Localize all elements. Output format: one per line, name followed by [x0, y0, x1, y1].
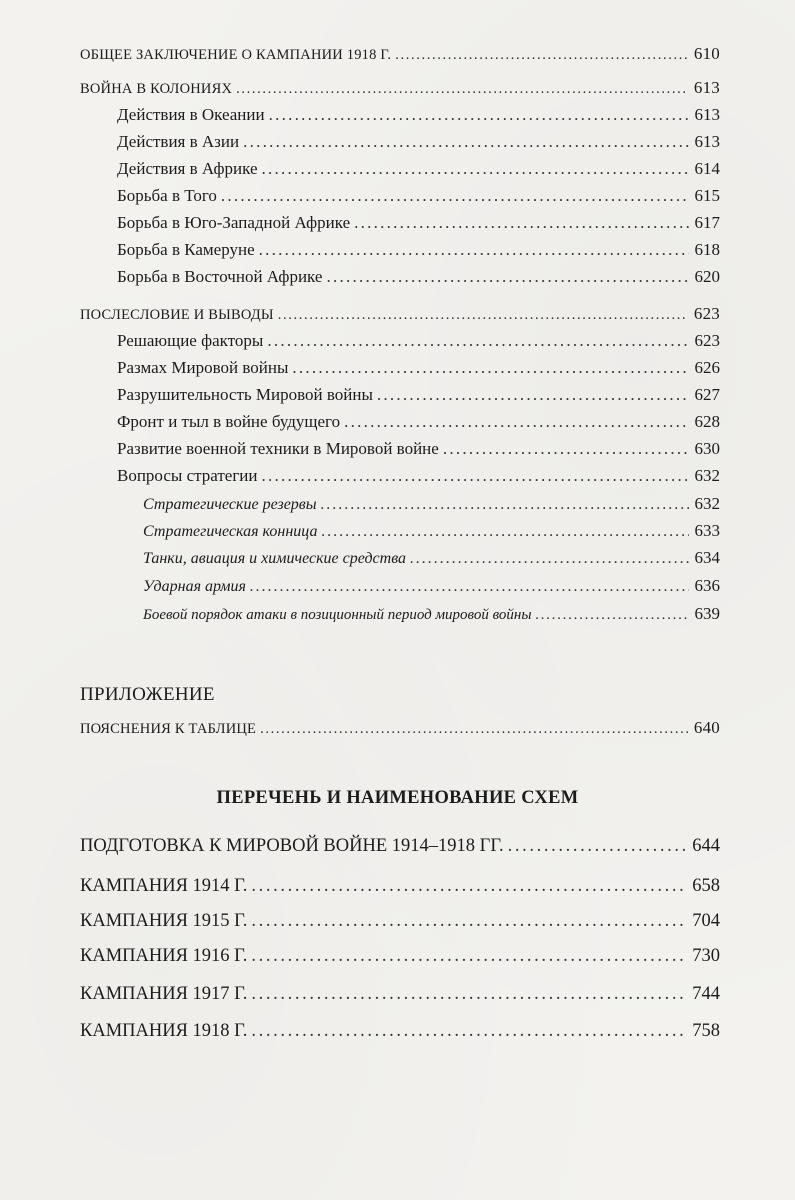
leader-dots: [250, 578, 689, 596]
toc-entry: [117, 331, 720, 351]
scheme-entry: [80, 911, 720, 932]
appendix-entry: [80, 718, 720, 738]
scheme-entry-title: КАМПАНИЯ 1914 Г.: [80, 876, 248, 896]
toc-entry-page: 610: [693, 44, 720, 63]
toc-entry: [117, 358, 720, 378]
toc-entry-page: 626: [694, 358, 720, 377]
toc-entry: [117, 186, 720, 206]
toc-entry-title: Боевой порядок атаки в позиционный период мировой войны: [143, 607, 532, 623]
scheme-entry-page: 644: [692, 836, 720, 856]
toc-entry-title: Борьба в Юго-Западной Африке: [117, 213, 351, 232]
scheme-entry-page: 704: [692, 911, 720, 931]
scheme-entry-page: 730: [692, 946, 720, 966]
leader-dots: [278, 307, 688, 324]
toc-entry-page: 632: [694, 494, 720, 513]
leader-dots: [377, 385, 689, 405]
leader-dots: [443, 439, 689, 459]
scheme-entry-title: КАМПАНИЯ 1915 Г.: [80, 911, 248, 931]
toc-entry-page: 623: [693, 304, 720, 323]
toc-entry-page: 623: [694, 331, 720, 350]
toc-entry-title: Танки, авиация и химические средства: [143, 550, 407, 567]
scheme-entry-title: ПОДГОТОВКА К МИРОВОЙ ВОЙНЕ 1914–1918 ГГ.: [80, 836, 504, 856]
toc-entry-page: 618: [694, 240, 720, 259]
scheme-entry-page: 658: [692, 876, 720, 896]
toc-entry-page: 617: [694, 213, 720, 232]
scheme-entry-page: 758: [692, 1021, 720, 1041]
leader-dots: [267, 331, 688, 351]
toc-entry: [80, 78, 720, 98]
toc-entry-title: Действия в Африке: [117, 159, 258, 178]
leader-dots: [292, 358, 688, 378]
scheme-entry: [80, 876, 720, 897]
scheme-entry: [80, 836, 720, 857]
toc-entry-page: 636: [694, 576, 720, 595]
toc-entry-page: 639: [694, 604, 720, 623]
toc-entry-title: Вопросы стратегии: [117, 466, 258, 485]
toc-entry: [80, 44, 720, 64]
toc-entry: [117, 385, 720, 405]
toc-entry: [117, 132, 720, 152]
toc-entry: [117, 213, 720, 233]
toc-entry-title: Действия в Азии: [117, 132, 240, 151]
toc-entry-page: 632: [694, 466, 720, 485]
appendix-heading: ПРИЛОЖЕНИЕ: [80, 684, 215, 705]
leader-dots: [251, 876, 686, 897]
leader-dots: [236, 81, 688, 98]
toc-entry: [117, 466, 720, 486]
scheme-entry-page: 744: [692, 984, 720, 1004]
toc-entry: [80, 304, 720, 324]
toc-entry: [143, 494, 720, 514]
toc-entry: [117, 439, 720, 459]
leader-dots: [243, 132, 688, 152]
toc-entry: [117, 267, 720, 287]
schemes-heading: ПЕРЕЧЕНЬ И НАИМЕНОВАНИЕ СХЕМ: [216, 788, 579, 808]
toc-entry-title: Разрушительность Мировой войны: [117, 385, 373, 404]
toc-entry-title: Борьба в Камеруне: [117, 240, 255, 259]
toc-entry-title: Решающие факторы: [117, 331, 264, 350]
leader-dots: [262, 159, 689, 179]
leader-dots: [321, 523, 688, 541]
leader-dots: [536, 607, 689, 624]
toc-entry: [117, 412, 720, 432]
leader-dots: [354, 213, 688, 233]
scheme-entry-title: КАМПАНИЯ 1916 Г.: [80, 946, 248, 966]
toc-entry-page: 628: [694, 412, 720, 431]
toc-entry: [143, 604, 720, 624]
toc-entry-title: Фронт и тыл в войне будущего: [117, 412, 341, 431]
leader-dots: [251, 984, 686, 1005]
toc-entry-page: 634: [694, 548, 720, 567]
toc-entry-page: 613: [694, 105, 720, 124]
leader-dots: [321, 496, 689, 514]
toc-entry: [117, 159, 720, 179]
leader-dots: [395, 47, 688, 64]
toc-entry-title: Действия в Океании: [117, 105, 265, 124]
toc-entry-page: 627: [694, 385, 720, 404]
toc-entry-title: ОБЩЕЕ ЗАКЛЮЧЕНИЕ О КАМПАНИИ 1918 Г.: [80, 47, 392, 63]
toc-entry-page: 620: [694, 267, 720, 286]
leader-dots: [260, 721, 688, 738]
toc-entry: [143, 576, 720, 596]
leader-dots: [508, 836, 687, 857]
scheme-entry: [80, 984, 720, 1005]
toc-entry-title: Развитие военной техники в Мировой войне: [117, 439, 439, 458]
toc-entry-page: 613: [694, 132, 720, 151]
scheme-entry: [80, 1021, 720, 1042]
leader-dots: [326, 267, 688, 287]
leader-dots: [251, 946, 686, 967]
toc-entry-page: 630: [694, 439, 720, 458]
toc-entry-page: 614: [694, 159, 720, 178]
toc-entry-page: 615: [694, 186, 720, 205]
toc-entry: [143, 521, 720, 541]
toc-entry-title: ВОЙНА В КОЛОНИЯХ: [80, 81, 233, 97]
toc-entry-title: Стратегические резервы: [143, 496, 317, 513]
toc-entry-title: ПОСЛЕСЛОВИЕ И ВЫВОДЫ: [80, 307, 274, 323]
leader-dots: [251, 1021, 686, 1042]
leader-dots: [251, 911, 686, 932]
toc-entry-title: Борьба в Того: [117, 186, 217, 205]
leader-dots: [259, 240, 689, 260]
leader-dots: [221, 186, 689, 206]
scheme-entry: [80, 946, 720, 967]
toc-entry: [117, 240, 720, 260]
toc-entry-page: 613: [693, 78, 720, 97]
scheme-entry-title: КАМПАНИЯ 1917 Г.: [80, 984, 248, 1004]
toc-entry-title: Борьба в Восточной Африке: [117, 267, 323, 286]
leader-dots: [269, 105, 689, 125]
appendix-entry-page: 640: [693, 718, 720, 737]
leader-dots: [344, 412, 688, 432]
toc-entry: [143, 548, 720, 568]
appendix-entry-title: ПОЯСНЕНИЯ К ТАБЛИЦЕ: [80, 721, 257, 737]
scheme-entry-title: КАМПАНИЯ 1918 Г.: [80, 1021, 248, 1041]
leader-dots: [410, 550, 688, 568]
toc-entry-title: Размах Мировой войны: [117, 358, 289, 377]
toc-entry-page: 633: [694, 521, 720, 540]
leader-dots: [262, 466, 689, 486]
toc-entry-title: Стратегическая конница: [143, 523, 318, 540]
toc-entry: [117, 105, 720, 125]
toc-entry-title: Ударная армия: [143, 578, 246, 595]
